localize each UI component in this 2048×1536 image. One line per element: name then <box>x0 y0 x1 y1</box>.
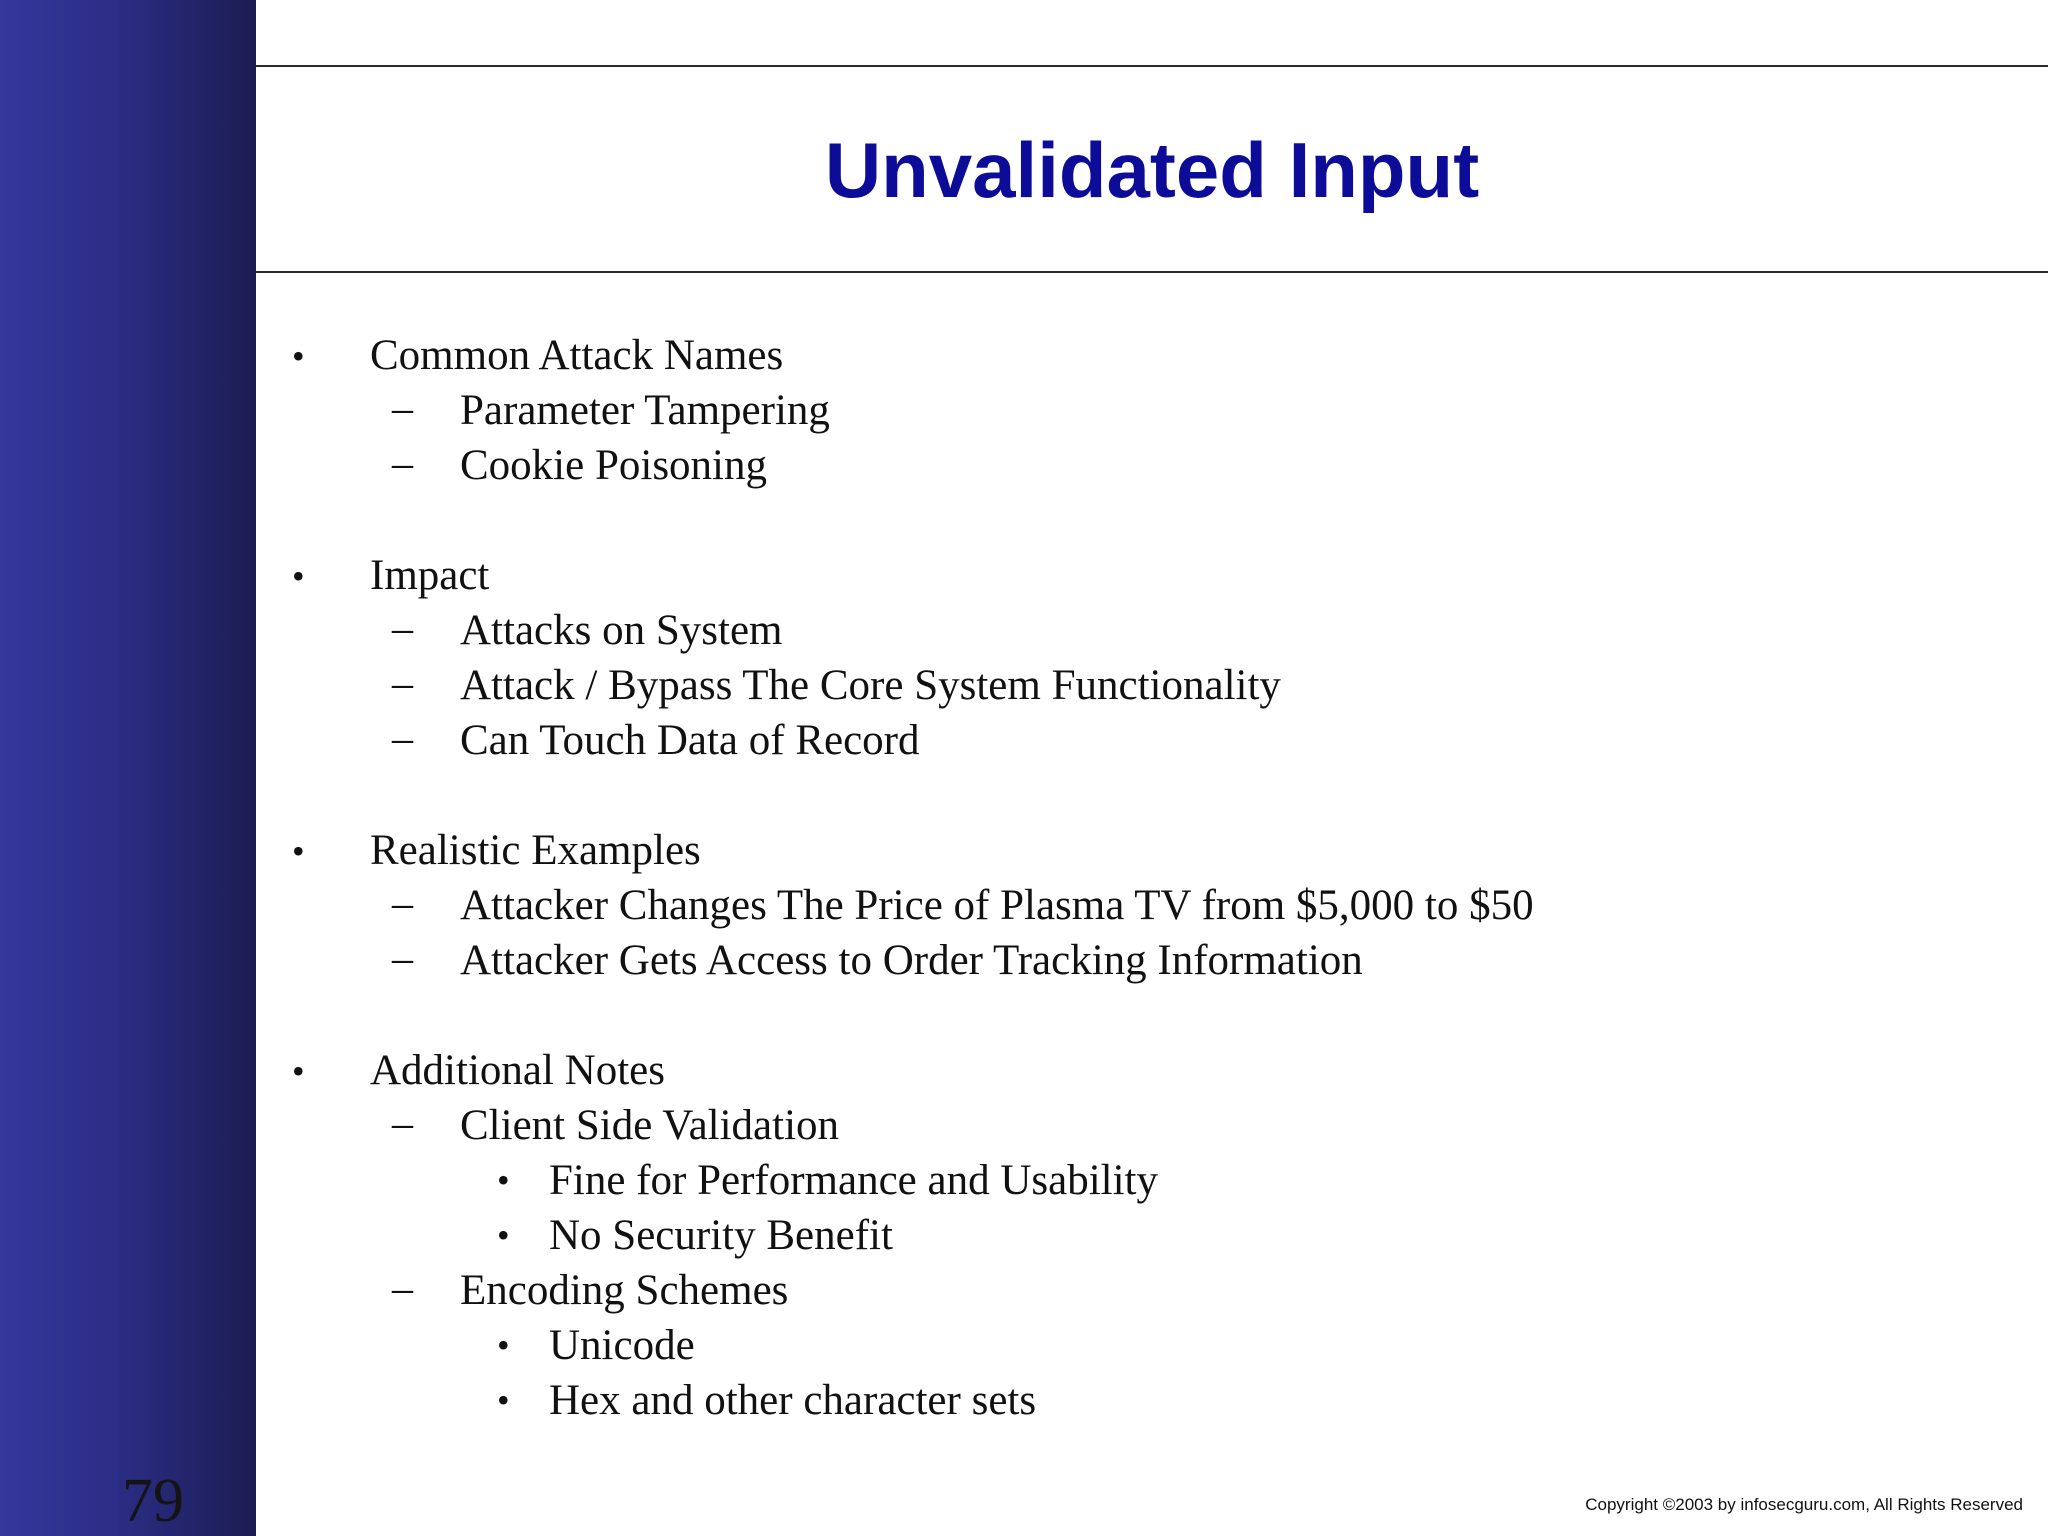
bullet-icon: • <box>497 1325 510 1365</box>
dash-icon: – <box>392 661 413 707</box>
sub-bullet: Attack / Bypass The Core System Functionality <box>460 662 1281 709</box>
sub-sub-bullet: No Security Benefit <box>549 1212 893 1259</box>
dash-icon: – <box>392 441 413 487</box>
dash-icon: – <box>392 1266 413 1312</box>
sub-bullet: Cookie Poisoning <box>460 442 768 489</box>
page-number: 79 <box>122 1467 184 1535</box>
dash-icon: – <box>392 386 413 432</box>
dash-icon: – <box>392 606 413 652</box>
bullet-icon: • <box>497 1160 510 1200</box>
bullet-heading: Additional Notes <box>370 1047 665 1094</box>
dash-icon: – <box>392 716 413 762</box>
sub-bullet: Attacker Changes The Price of Plasma TV from $5,000 to $50 <box>460 882 1534 929</box>
sub-sub-bullet: Fine for Performance and Usability <box>549 1157 1158 1204</box>
sub-bullet: Parameter Tampering <box>460 387 830 434</box>
sub-bullet: Attacks on System <box>460 607 783 654</box>
sub-sub-bullet: Hex and other character sets <box>549 1377 1037 1424</box>
bullet-heading: Impact <box>370 552 490 599</box>
sub-bullet: Can Touch Data of Record <box>460 717 920 764</box>
sub-bullet: Encoding Schemes <box>460 1267 789 1314</box>
dash-icon: – <box>392 881 413 927</box>
dash-icon: – <box>392 1101 413 1147</box>
sub-sub-bullet: Unicode <box>549 1322 695 1369</box>
dash-icon: – <box>392 936 413 982</box>
bullet-heading: Realistic Examples <box>370 827 701 874</box>
bullet-heading: Common Attack Names <box>370 332 784 379</box>
bullet-icon: • <box>497 1380 510 1420</box>
sub-bullet: Attacker Gets Access to Order Tracking Information <box>460 937 1363 984</box>
sub-bullet: Client Side Validation <box>460 1102 840 1149</box>
slide-title: Unvalidated Input <box>824 126 1480 214</box>
bullet-icon: • <box>292 556 305 596</box>
bullet-icon: • <box>292 1051 305 1091</box>
bullet-icon: • <box>292 831 305 871</box>
bullet-icon: • <box>292 336 305 376</box>
copyright-notice: Copyright ©2003 by infosecguru.com, All Rights Reserved <box>1585 1495 2023 1514</box>
bullet-icon: • <box>497 1215 510 1255</box>
